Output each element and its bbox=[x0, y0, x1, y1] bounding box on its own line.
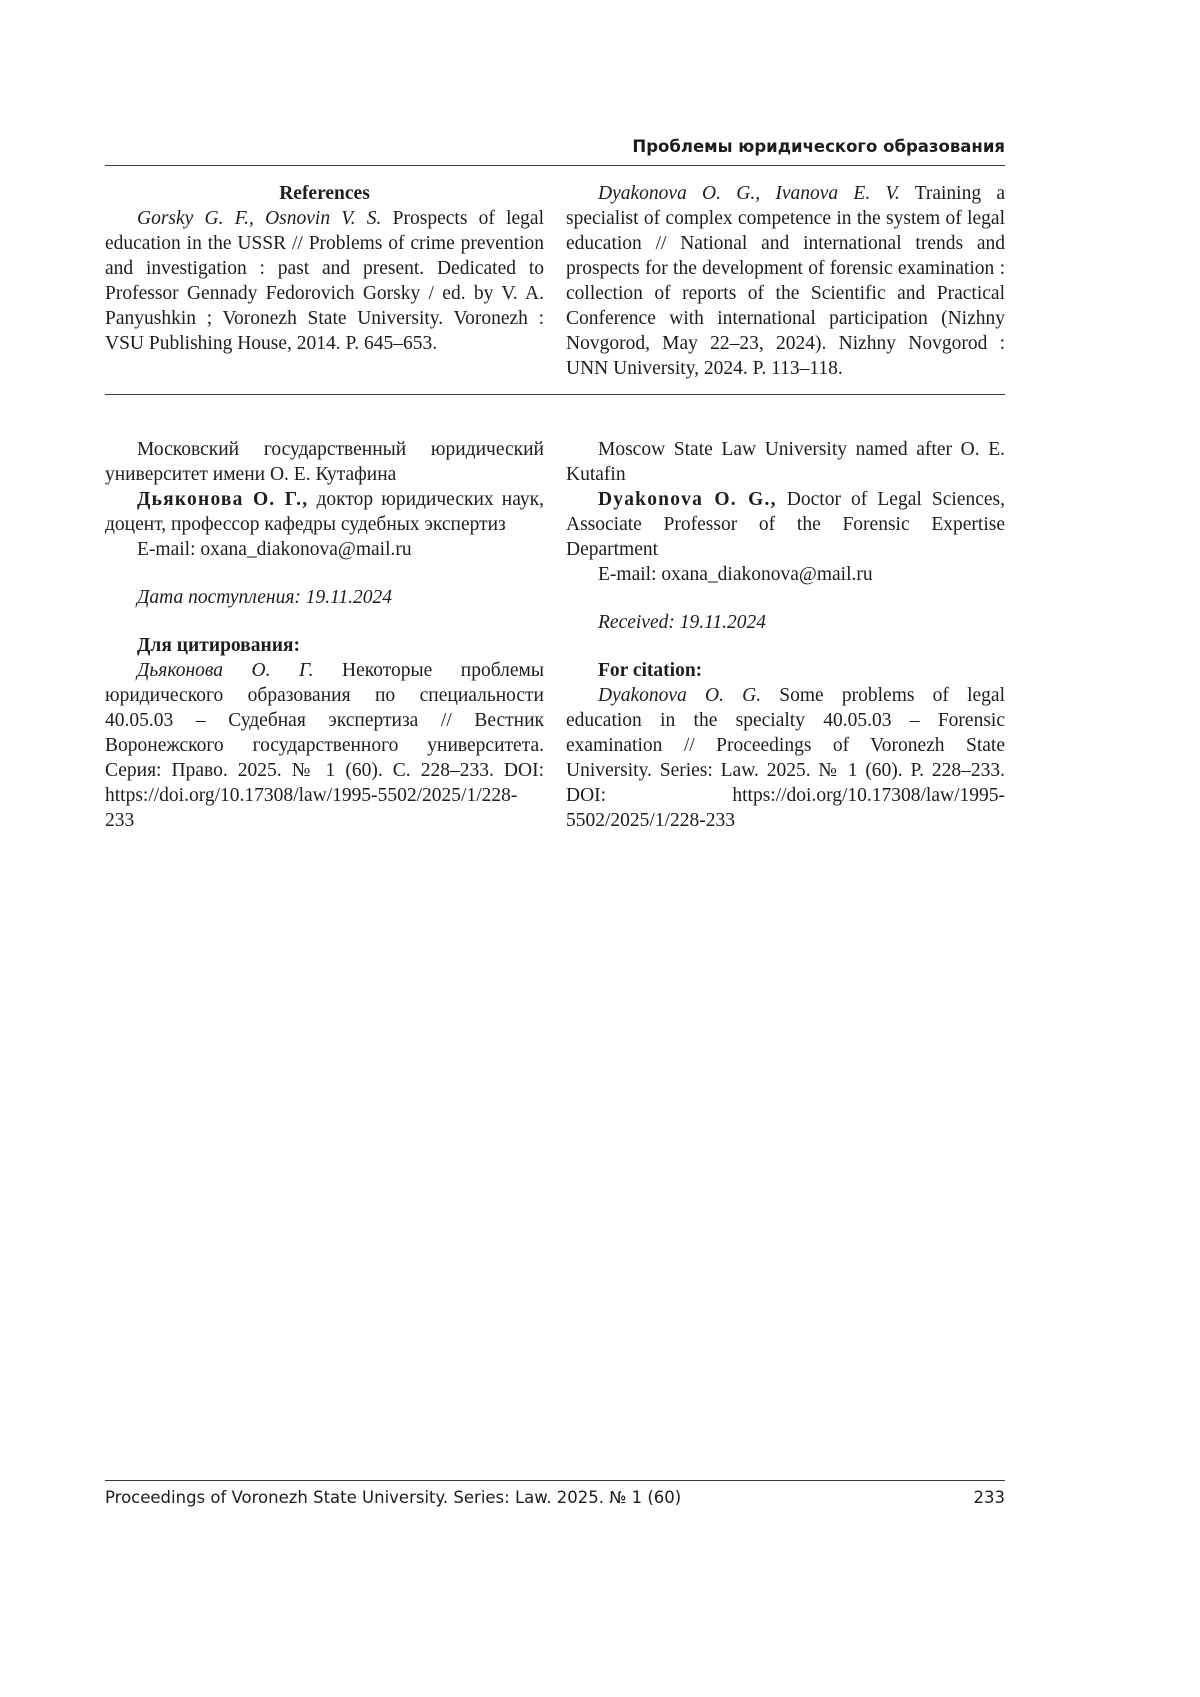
page-footer bbox=[105, 1480, 1005, 1507]
author-name: Дьяконова О. Г., bbox=[137, 489, 309, 510]
header-rule bbox=[105, 165, 1005, 166]
citation-text: Некоторые проблемы юридического образования по специальности 40.05.03 – Судебная экспертиза // Вестник Воронежского государственного университета. Серия: Право. 2025. № 1 (60). С. 228–233. DOI: https://doi.org/10.17308/law/1995-5502/2025/1/228-233 bbox=[105, 660, 544, 831]
reference-entry bbox=[566, 181, 1005, 381]
citation-en bbox=[566, 683, 1005, 833]
author-details: Doctor of Legal Sciences, Associate Professor of the Forensic Expertise Department bbox=[566, 489, 1005, 560]
author-line-en bbox=[566, 487, 1005, 562]
author-info-en-column bbox=[566, 437, 1005, 833]
reference-text: Training a specialist of complex competence in the system of legal education // National and international trends and prospects for the development of forensic examination : collection of reports of the Scientific and Practical Conference with international participation (Nizhny Novgorod, May 22–23, 2024). Nizhny Novgorod : UNN University, 2024. P. 113–118. bbox=[566, 183, 1006, 379]
author-info-ru-column bbox=[105, 437, 544, 833]
author-email-en bbox=[566, 562, 1005, 587]
citation-heading-text: Для цитирования: bbox=[137, 635, 300, 656]
received-text: Дата поступления: 19.11.2024 bbox=[137, 587, 393, 608]
reference-text: Prospects of legal education in the USSR // Problems of crime prevention and investigation : past and present. Dedicated to Professor Gennady Fedorovich Gorsky / ed. by V. A. Panyushkin ; Voronezh State University. Voronezh : VSU Publishing House, 2014. P. 645–653. bbox=[105, 208, 544, 354]
citation-author: Дьяконова О. Г. bbox=[137, 660, 314, 681]
references-right-column bbox=[566, 181, 1005, 381]
references-left-column bbox=[105, 181, 544, 381]
section-header: Проблемы юридического образования bbox=[632, 137, 1005, 156]
citation-heading-en bbox=[566, 658, 1005, 683]
reference-entry bbox=[105, 206, 544, 356]
affiliation-text: Moscow State Law University named after O. E. Kutafin bbox=[566, 439, 1005, 485]
reference-authors: Dyakonova O. G., Ivanova E. V. bbox=[598, 183, 900, 204]
footer-page-number: 233 bbox=[973, 1488, 1005, 1507]
affiliation-ru bbox=[105, 437, 544, 487]
citation-heading-text: For citation: bbox=[598, 660, 703, 681]
author-info-section bbox=[105, 437, 1005, 833]
email-text: E-mail: oxana_diakonova@mail.ru bbox=[137, 539, 412, 560]
citation-text: Some problems of legal education in the specialty 40.05.03 – Forensic examination // Proceedings of Voronezh State University. Series: Law. 2025. № 1 (60). P. 228–233. DOI: https://doi.org/10.17308/law/1995-5502/2025/1/228-233 bbox=[566, 685, 1005, 831]
references-title: References bbox=[279, 183, 370, 204]
email-text: E-mail: oxana_diakonova@mail.ru bbox=[598, 564, 873, 585]
citation-heading-ru bbox=[105, 633, 544, 658]
received-date-ru bbox=[105, 585, 544, 610]
received-date-en bbox=[566, 610, 1005, 635]
author-name: Dyakonova O. G., bbox=[598, 489, 777, 510]
footer-rule bbox=[105, 1480, 1005, 1481]
citation-ru bbox=[105, 658, 544, 833]
affiliation-en bbox=[566, 437, 1005, 487]
citation-author: Dyakonova O. G. bbox=[598, 685, 762, 706]
author-line-ru bbox=[105, 487, 544, 537]
footer-journal-info: Proceedings of Voronezh State University. Series: Law. 2025. № 1 (60) bbox=[105, 1488, 682, 1507]
running-head bbox=[105, 136, 1005, 166]
references-section bbox=[105, 181, 1005, 381]
affiliation-text: Московский государственный юридический университет имени О. Е. Кутафина bbox=[105, 439, 544, 485]
received-text: Received: 19.11.2024 bbox=[598, 612, 767, 633]
author-email-ru bbox=[105, 537, 544, 562]
reference-authors: Gorsky G. F., Osnovin V. S. bbox=[137, 208, 382, 229]
author-details: доктор юридических наук, доцент, профессор кафедры судебных экспертиз bbox=[105, 489, 544, 535]
section-divider bbox=[105, 394, 1005, 395]
